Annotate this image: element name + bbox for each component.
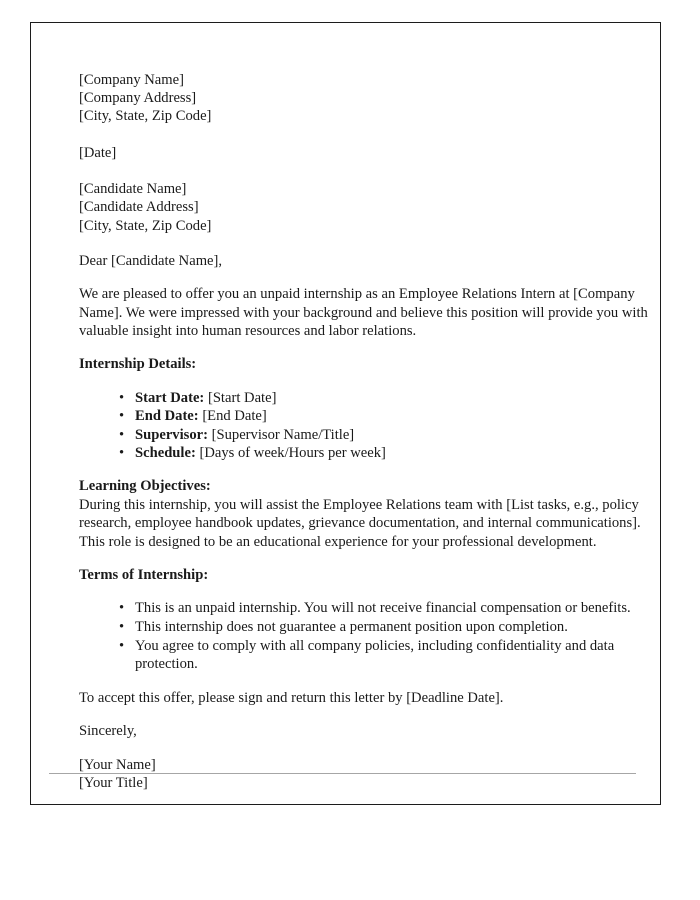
- detail-label: Schedule:: [135, 445, 196, 462]
- recipient-line: [Candidate Address]: [79, 199, 199, 216]
- detail-label: Supervisor:: [135, 426, 208, 443]
- acceptance-paragraph: To accept this offer, please sign and return this letter by [Deadline Date].: [79, 689, 504, 706]
- spacer: [79, 374, 667, 389]
- terms-of-internship-heading: Terms of Internship:: [79, 567, 209, 584]
- learning-objectives-paragraph: During this internship, you will assist the Employee Relations team with [List tasks, e.g., policy research, employee handbook updates, grievance documentation, and internal communications]. This role is designed to be an educational experience for your professional development.: [79, 496, 641, 550]
- detail-value: [Start Date]: [207, 389, 277, 406]
- terms-of-internship-list: [79, 599, 667, 673]
- date-line: [Date]: [79, 144, 117, 161]
- spacer: [79, 162, 667, 180]
- list-item: [119, 444, 667, 462]
- list-item: [119, 407, 667, 425]
- sender-line: [City, State, Zip Code]: [79, 108, 212, 125]
- spacer: [79, 551, 667, 566]
- detail-label: Start Date:: [135, 389, 205, 406]
- list-item: • This internship does not guarantee a permanent position upon completion.: [119, 618, 667, 637]
- sender-address-block: [79, 71, 667, 126]
- horizontal-divider: [49, 773, 636, 774]
- sender-line: [Company Address]: [79, 90, 197, 107]
- sender-line: [Company Name]: [79, 72, 184, 88]
- recipient-address-block: [79, 180, 667, 235]
- signature-line: [Your Name]: [79, 756, 156, 773]
- spacer: [79, 707, 667, 722]
- spacer: [79, 235, 667, 252]
- opening-paragraph: We are pleased to offer you an unpaid internship as an Employee Relations Intern at [Company Name]. We were impressed with your background and believe this position will provide you with valuable insight into human resources and labor relations.: [79, 286, 648, 340]
- spacer: [79, 126, 667, 144]
- list-item: [119, 389, 667, 407]
- spacer: [79, 674, 667, 689]
- detail-value: [Supervisor Name/Title]: [211, 426, 355, 443]
- learning-objectives-heading: Learning Objectives:: [79, 478, 211, 495]
- spacer: [79, 340, 667, 355]
- internship-details-list: [79, 389, 667, 463]
- list-item: [119, 426, 667, 444]
- detail-value: [End Date]: [202, 408, 267, 425]
- signature-line: [Your Title]: [79, 774, 148, 791]
- letter-body: [79, 71, 667, 792]
- document-page: [30, 22, 661, 805]
- salutation: Dear [Candidate Name],: [79, 252, 223, 269]
- internship-details-heading: Internship Details:: [79, 356, 197, 373]
- spacer: [79, 584, 667, 599]
- list-item: • You agree to comply with all company policies, including confidentiality and data protection.: [119, 637, 667, 674]
- recipient-line: [Candidate Name]: [79, 181, 187, 198]
- list-item: • This is an unpaid internship. You will not receive financial compensation or benefits.: [119, 599, 667, 618]
- detail-label: End Date:: [135, 408, 199, 425]
- spacer: [79, 741, 667, 756]
- spacer: [79, 270, 667, 285]
- spacer: [79, 462, 667, 477]
- detail-value: [Days of week/Hours per week]: [199, 445, 386, 462]
- closing-line: Sincerely,: [79, 723, 137, 740]
- recipient-line: [City, State, Zip Code]: [79, 217, 212, 234]
